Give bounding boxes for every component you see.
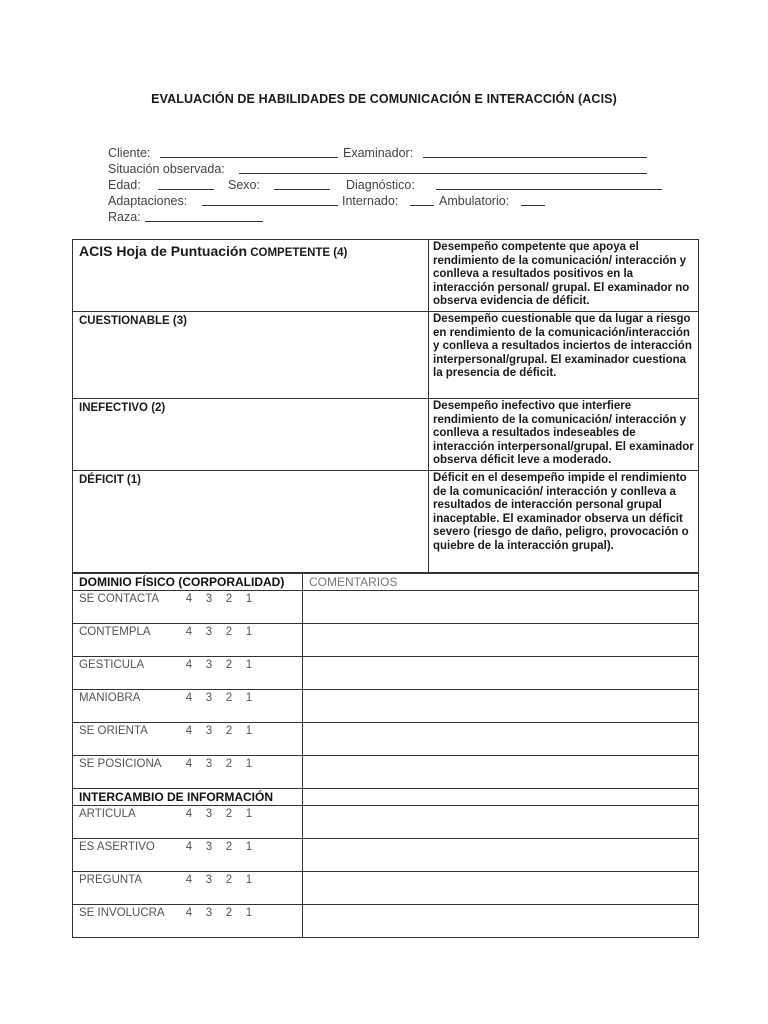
- page-title: EVALUACIÓN DE HABILIDADES DE COMUNICACIÓN E INTERACCIÓN (ACIS): [151, 92, 617, 106]
- comments-header: COMENTARIOS: [303, 574, 699, 591]
- score-option[interactable]: 1: [245, 907, 253, 919]
- score-option[interactable]: 3: [205, 874, 213, 886]
- item-name: MANIOBRA: [79, 692, 141, 704]
- score-option[interactable]: 1: [245, 659, 253, 671]
- score-options: [179, 758, 259, 770]
- score-option[interactable]: 2: [225, 626, 233, 638]
- items-table: [72, 573, 699, 938]
- score-options: [179, 626, 259, 638]
- adaptaciones-field[interactable]: [202, 193, 338, 206]
- score-option[interactable]: 2: [225, 841, 233, 853]
- table-row: [73, 690, 699, 723]
- score-option[interactable]: 1: [245, 841, 253, 853]
- comments-cell[interactable]: [303, 756, 699, 789]
- cliente-field[interactable]: [160, 145, 338, 158]
- score-option[interactable]: 2: [225, 907, 233, 919]
- raza-field[interactable]: [145, 209, 263, 222]
- score-option[interactable]: 1: [245, 808, 253, 820]
- ambulatorio-field[interactable]: [521, 193, 545, 206]
- level-name: INEFECTIVO (2): [73, 399, 429, 471]
- level-name: CUESTIONABLE (3): [73, 312, 429, 399]
- table-row: [73, 591, 699, 624]
- score-option[interactable]: 4: [185, 692, 193, 704]
- score-options: [179, 659, 259, 671]
- item-name: ES ASERTIVO: [79, 841, 155, 853]
- score-option[interactable]: 2: [225, 659, 233, 671]
- score-option[interactable]: 3: [205, 808, 213, 820]
- item-name: SE INVOLUCRA: [79, 907, 165, 919]
- item-name: CONTEMPLA: [79, 626, 151, 638]
- score-option[interactable]: 1: [245, 593, 253, 605]
- level-description: Desempeño inefectivo que interfiere rendimiento de la comunicación/ interacción y conlleva a resultados indeseables de interacción interpersonal/grupal. El examinador observa déficit leve a moderado.: [429, 399, 699, 471]
- score-option[interactable]: 4: [185, 841, 193, 853]
- cliente-label: Cliente:: [108, 146, 151, 160]
- table-row: [73, 657, 699, 690]
- examinador-label: Examinador:: [343, 146, 414, 160]
- section-title-physical: DOMINIO FÍSICO (CORPORALIDAD): [73, 574, 303, 591]
- score-option[interactable]: 4: [185, 626, 193, 638]
- table-row: [73, 839, 699, 872]
- score-option[interactable]: 3: [205, 626, 213, 638]
- score-option[interactable]: 3: [205, 692, 213, 704]
- score-option[interactable]: 4: [185, 725, 193, 737]
- score-options: [179, 593, 259, 605]
- comments-cell[interactable]: [303, 690, 699, 723]
- score-option[interactable]: 3: [205, 593, 213, 605]
- score-option[interactable]: 2: [225, 758, 233, 770]
- score-option[interactable]: 3: [205, 907, 213, 919]
- client-info-fields: [108, 145, 688, 225]
- internado-field[interactable]: [410, 193, 434, 206]
- score-option[interactable]: 1: [245, 874, 253, 886]
- item-name: SE CONTACTA: [79, 593, 160, 605]
- raza-label: Raza:: [108, 210, 141, 224]
- comments-cell[interactable]: [303, 657, 699, 690]
- score-option[interactable]: 2: [225, 874, 233, 886]
- score-option[interactable]: 2: [225, 593, 233, 605]
- edad-label: Edad:: [108, 178, 141, 192]
- diagnostico-field[interactable]: [436, 177, 662, 190]
- score-option[interactable]: 2: [225, 725, 233, 737]
- table-row: [73, 624, 699, 657]
- internado-label: Internado:: [342, 194, 399, 208]
- table-row: [73, 756, 699, 789]
- table-row: [73, 723, 699, 756]
- level-row-inefectivo: [73, 399, 699, 471]
- ambulatorio-label: Ambulatorio:: [439, 194, 510, 208]
- adaptaciones-label: Adaptaciones:: [108, 194, 188, 208]
- item-name: PREGUNTA: [79, 874, 143, 886]
- score-options: [179, 841, 259, 853]
- score-option[interactable]: 1: [245, 626, 253, 638]
- table-row: [73, 806, 699, 839]
- examinador-field[interactable]: [423, 145, 647, 158]
- score-option[interactable]: 4: [185, 874, 193, 886]
- score-option[interactable]: 4: [185, 593, 193, 605]
- comments-cell[interactable]: [303, 624, 699, 657]
- item-name: SE ORIENTA: [79, 725, 148, 737]
- score-option[interactable]: 1: [245, 692, 253, 704]
- score-options: [179, 874, 259, 886]
- level-description: Desempeño competente que apoya el rendimiento de la comunicación/ interacción y conlleva a resultados positivos en la interacción personal/ grupal. El examinador no observa evidencia de déficit.: [429, 240, 699, 312]
- score-option[interactable]: 4: [185, 907, 193, 919]
- level-row-cuestionable: [73, 312, 699, 399]
- item-name: GESTICULA: [79, 659, 145, 671]
- score-option[interactable]: 3: [205, 841, 213, 853]
- score-options: [179, 907, 259, 919]
- situacion-field[interactable]: [239, 161, 647, 174]
- score-option[interactable]: 4: [185, 758, 193, 770]
- comments-cell[interactable]: [303, 905, 699, 938]
- score-option[interactable]: 2: [225, 692, 233, 704]
- score-option[interactable]: 1: [245, 725, 253, 737]
- score-option[interactable]: 4: [185, 659, 193, 671]
- score-option[interactable]: 3: [205, 725, 213, 737]
- score-options: [179, 725, 259, 737]
- score-options: [179, 808, 259, 820]
- score-option[interactable]: 2: [225, 808, 233, 820]
- comments-cell[interactable]: [303, 872, 699, 905]
- comments-cell[interactable]: [303, 591, 699, 624]
- score-option[interactable]: 4: [185, 808, 193, 820]
- comments-cell[interactable]: [303, 839, 699, 872]
- level-name: COMPETENTE (4): [250, 247, 348, 259]
- edad-field[interactable]: [158, 177, 214, 190]
- diagnostico-label: Diagnóstico:: [346, 178, 415, 192]
- score-options: [179, 692, 259, 704]
- score-option[interactable]: 3: [205, 659, 213, 671]
- table-row: [73, 905, 699, 938]
- level-row-competente: [73, 240, 699, 312]
- item-name: ARTICULA: [79, 808, 136, 820]
- score-option[interactable]: 1: [245, 758, 253, 770]
- sexo-field[interactable]: [274, 177, 330, 190]
- section-title-info: INTERCAMBIO DE INFORMACIÓN: [73, 789, 303, 806]
- scoring-legend-table: [72, 239, 699, 573]
- comments-cell[interactable]: [303, 806, 699, 839]
- comments-cell[interactable]: [303, 723, 699, 756]
- table-row: [73, 872, 699, 905]
- level-name: DÉFICIT (1): [73, 471, 429, 573]
- scoring-sheet-title: ACIS Hoja de Puntuación: [79, 243, 248, 259]
- score-option[interactable]: 3: [205, 758, 213, 770]
- level-description: Déficit en el desempeño impide el rendimiento de la comunicación/ interacción y conlleva a resultados de interacción personal grupal inaceptable. El examinador observa un déficit severo (riesgo de daño, peligro, provocación o quiebre de la interacción grupal).: [429, 471, 699, 573]
- item-name: SE POSICIONA: [79, 758, 162, 770]
- situacion-label: Situación observada:: [108, 162, 225, 176]
- level-row-deficit: [73, 471, 699, 573]
- level-description: Desempeño cuestionable que da lugar a riesgo en rendimiento de la comunicación/interacción y conlleva a resultados inciertos de interacción interpersonal/grupal. El examinador cuestiona la presencia de déficit.: [429, 312, 699, 399]
- sexo-label: Sexo:: [228, 178, 260, 192]
